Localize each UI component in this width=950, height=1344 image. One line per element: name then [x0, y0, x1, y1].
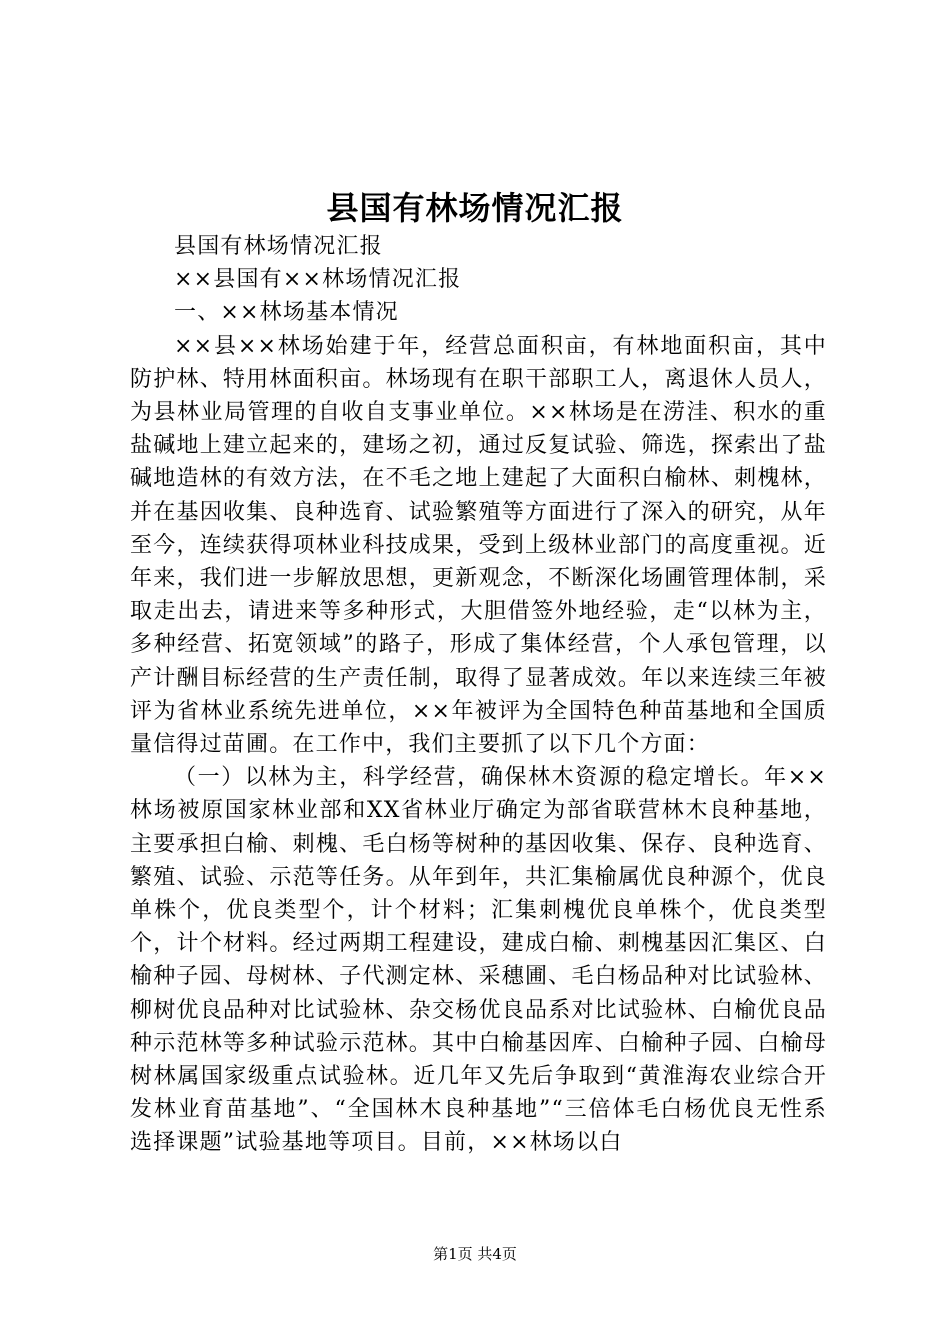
paragraph-section-one: （一）以林为主，科学经营，确保林木资源的稳定增长。年××林场被原国家林业部和XX省林业厅确定为部省联营林木良种基地，主要承担白榆、刺槐、毛白杨等树种的基因收集、保存、良种选育、繁殖、试验、示范等任务。从年到年，共汇集榆属优良种源个，优良单株个，优良类型个，计个材料；汇集刺槐优良单株个，优良类型个，计个材料。经过两期工程建设，建成白榆、刺槐基因汇集区、白榆种子园、母树林、子代测定林、采穗圃、毛白杨品种对比试验林、柳树优良品种对比试验林、杂交杨优良品系对比试验林、白榆优良品种示范林等多种试验示范林。其中白榆基因库、白榆种子园、白榆母树林属国家级重点试验林。近几年又先后争取到“黄淮海农业综合开发林业育苗基地”、“全国林木良种基地”“三倍体毛白杨优良无性系选择课题”试验基地等项目。目前，××林场以白	[130, 765, 827, 1156]
section-heading: 一、××林场基本情况	[174, 300, 399, 326]
document-body	[130, 230, 827, 1160]
document-title: 县国有林场情况汇报	[326, 189, 624, 227]
paragraph-report-title: ××县国有××林场情况汇报	[174, 267, 462, 293]
paragraph-overview: ××县××林场始建于年，经营总面积亩，有林地面积亩，其中防护林、特用林面积亩。林场现有在职干部职工人，离退休人员人，为县林业局管理的自收自支事业单位。××林场是在涝洼、积水的重盐碱地上建立起来的，建场之初，通过反复试验、筛选，探索出了盐碱地造林的有效方法，在不毛之地上建起了大面积白榆林、刺槐林，并在基因收集、良种选育、试验繁殖等方面进行了深入的研究，从年至今，连续获得项林业科技成果，受到上级林业部门的高度重视。近年来，我们进一步解放思想，更新观念，不断深化场圃管理体制，采取走出去，请进来等多种形式，大胆借签外地经验，走“以林为主，多种经营、拓宽领域”的路子，形成了集体经营，个人承包管理，以产计酬目标经营的生产责任制，取得了显著成效。年以来连续三年被评为省林业系统先进单位，××年被评为全国特色种苗基地和全国质量信得过苗圃。在工作中，我们主要抓了以下几个方面：	[130, 333, 827, 758]
page-footer: 第1页 共4页	[433, 1245, 517, 1263]
paragraph-subtitle: 县国有林场情况汇报	[174, 234, 383, 259]
